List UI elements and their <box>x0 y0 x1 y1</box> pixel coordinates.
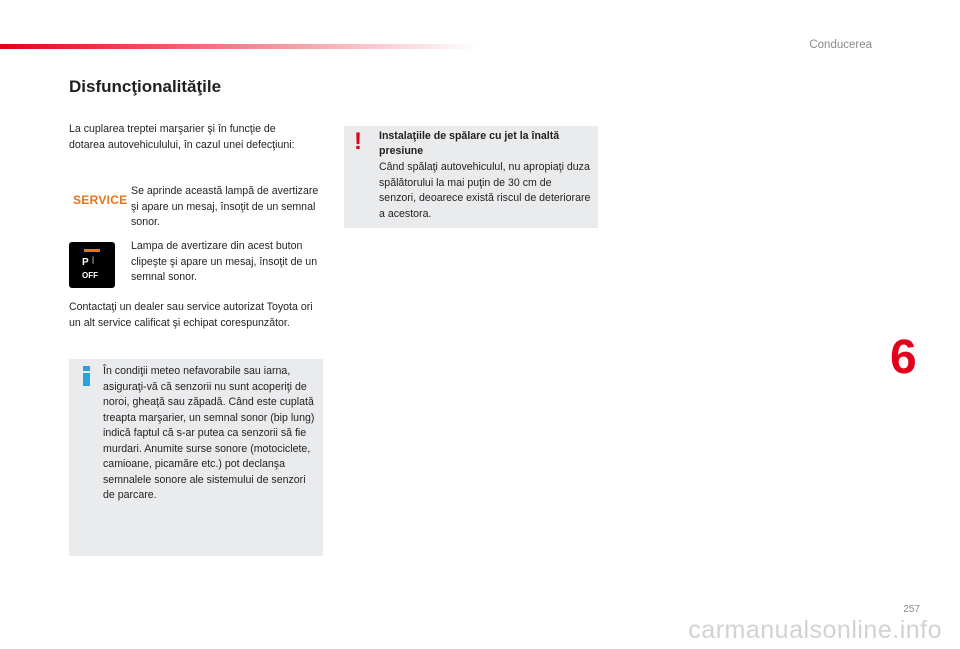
park-sensor-off-icon <box>69 242 115 288</box>
info-note-text: În condiţii meteo nefavorabile sau iarna, asiguraţi-vă că senzorii nu sunt acoperiţi de noroi, gheaţă sau zăpadă. Când este cuplată treapta marşarier, un semnal sonor (bip lung) indică faptul că s-ar putea ca senzorii să fie murdari. Anumite surse sonore (motociclete, camioane, picamăre etc.) pot declanşa semnalele sonore ale sistemului de senzori de parcare. <box>103 365 315 501</box>
service-lamp-description: Se aprinde această lampă de avertizare şi apare un mesaj, însoţit de un semnal sonor. <box>131 185 319 228</box>
watermark: carmanualsonline.info <box>688 616 942 644</box>
page-number: 257 <box>903 604 920 615</box>
chapter-number: 6 <box>890 331 917 384</box>
page-title: Disfuncţionalităţile <box>69 77 222 96</box>
warning-text: Când spălaţi autovehiculul, nu apropiaţi duza spălătorului la mai puţin de 30 cm de senzori, deoarece există riscul de deteriorare a acestora. <box>379 161 591 220</box>
park-led-bar <box>84 249 100 252</box>
info-icon-dot <box>83 366 90 371</box>
park-off-label: OFF <box>82 271 98 280</box>
section-header: Conducerea <box>809 39 872 51</box>
park-letter: P <box>82 257 89 268</box>
intro-paragraph: La cuplarea treptei marşarier şi în funcţie de dotarea autovehiculului, în cazul unei defecţiuni: <box>69 123 295 151</box>
contact-paragraph: Contactaţi un dealer sau service autorizat Toyota ori un alt service calificat şi echipat corespunzător. <box>69 301 313 329</box>
warning-title: Instalaţiile de spălare cu jet la înaltă presiune <box>379 130 560 157</box>
park-button-description: Lampa de avertizare din acest buton clipeşte şi apare un mesaj, însoţit de un semnal sonor. <box>131 240 318 283</box>
sensor-waves-icon: ⦚ <box>92 256 95 267</box>
info-icon-stem <box>83 373 90 386</box>
service-warning-icon: SERVICE <box>73 193 128 207</box>
warning-exclamation-icon: ! <box>354 128 362 155</box>
info-icon <box>80 364 94 386</box>
header-accent-bar <box>0 44 480 49</box>
